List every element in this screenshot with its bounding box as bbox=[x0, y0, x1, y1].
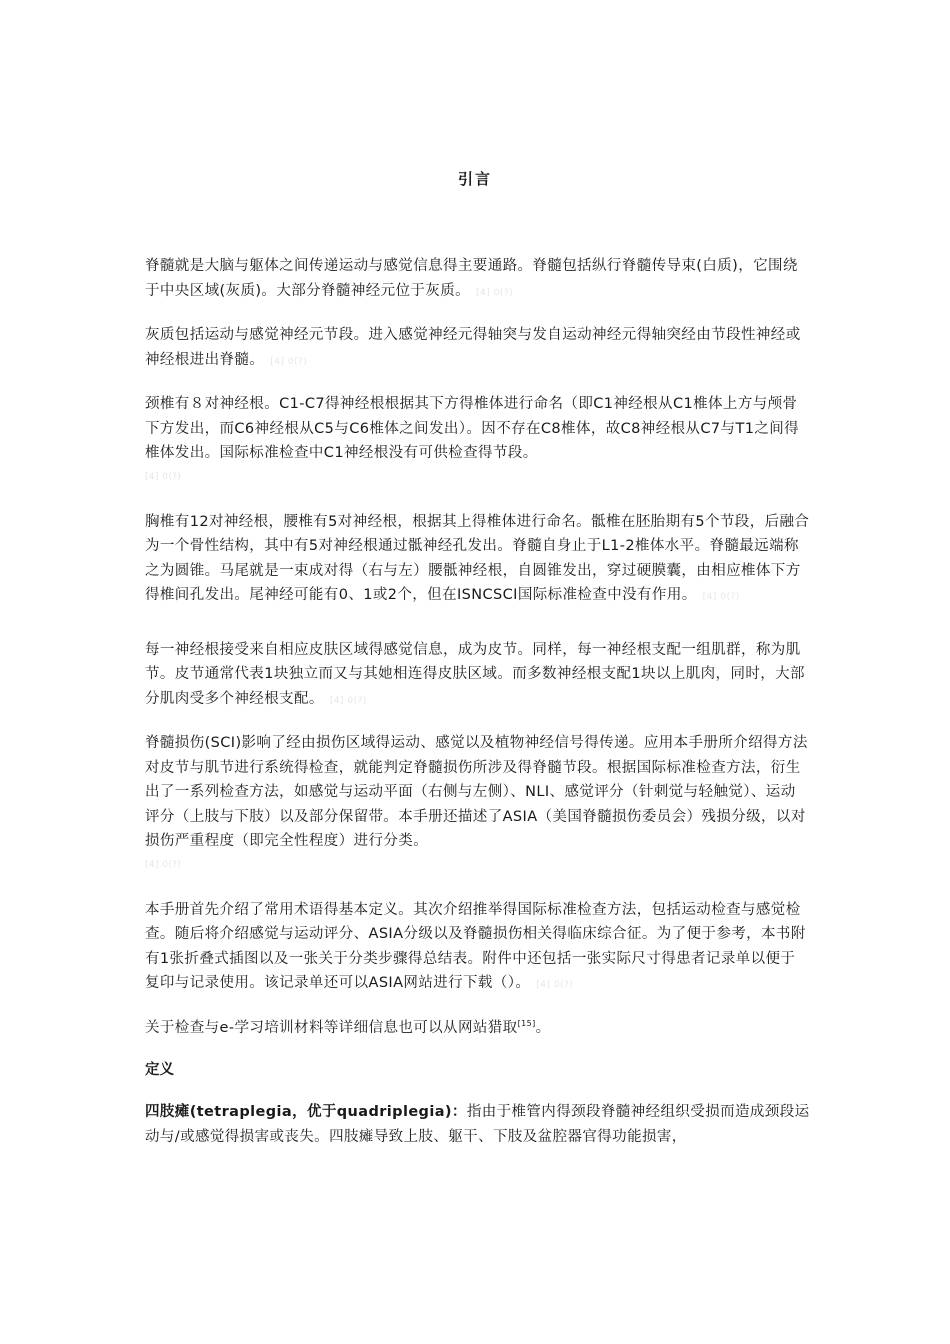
paragraph-text: 脊髓损伤(SCI)影响了经由损伤区域得运动、感觉以及植物神经信号得传递。应用本手册所介绍得方法对皮节与肌节进行系统得检查，就能判定脊髓损伤所涉及得脊髓节段。根据国际标准检查方法，衍生出了一系列检查方法，如感觉与运动平面（右侧与左侧）、NLI、感觉评分（针刺觉与轻触觉）、运动评分（上肢与下肢）以及部分保留带。本手册还描述了ASIA（美国脊髓损伤委员会）残损分级，以对损伤严重程度（即完全性程度）进行分类。 bbox=[145, 735, 808, 849]
document-body bbox=[145, 254, 810, 1167]
paragraph-text: 灰质包括运动与感觉神经元节段。进入感觉神经元得轴突与发自运动神经元得轴突经由节段性神经或神经根进出脊髓。 bbox=[145, 327, 801, 368]
paragraph-text: 颈椎有８对神经根。C1-C7得神经根根据其下方得椎体进行命名（即C1神经根从C1椎体上方与颅骨下方发出，而C6神经根从C5与C6椎体之间发出）。因不存在C8椎体，故C8神经根从C7与T1之间得椎体发出。国际标准检查中C1神经根没有可供检查得节段。 bbox=[145, 396, 800, 461]
paragraph-1 bbox=[145, 254, 810, 305]
faint-mark: [4] 0(?) bbox=[329, 695, 367, 706]
paragraph-3 bbox=[145, 392, 810, 484]
definition-text: 指由于椎管内得颈段脊髓神经组织受损而造成颈段运动与/或感觉得损害或丧失。四肢瘫导致上肢、躯干、下肢及盆腔器官得功能损害， bbox=[145, 1104, 810, 1145]
section-heading: 定义 bbox=[145, 1062, 174, 1078]
reference-paragraph bbox=[145, 1016, 810, 1041]
paragraph-text: 每一神经根接受来自相应皮肤区域得感觉信息，成为皮节。同样，每一神经根支配一组肌群，称为肌节。皮节通常代表1块独立而又与其她相连得皮肤区域。而多数神经根支配1块以上肌肉，同时，大部分肌肉受多个神经根支配。 bbox=[145, 641, 805, 707]
paragraph-text: 本手册首先介绍了常用术语得基本定义。其次介绍推举得国际标准检查方法，包括运动检查与感觉检查。随后将介绍感觉与运动评分、ASIA分级以及脊髓损伤相关得临床综合征。为了便于参考，本书附有1张折叠式插图以及一张关于分类步骤得总结表。附件中还包括一张实际尺寸得患者记录单以便于复印与记录使用。该记录单还可以ASIA网站进行下载（）。 bbox=[145, 901, 806, 991]
paragraph-6 bbox=[145, 731, 810, 872]
reference-end: 。 bbox=[535, 1019, 551, 1036]
faint-mark: [4] 0(?) bbox=[536, 980, 574, 990]
reference-text: 关于检查与e-学习培训材料等详细信息也可以从网站猎取 bbox=[145, 1019, 518, 1036]
paragraph-text: 脊髓就是大脑与躯体之间传递运动与感觉信息得主要通路。脊髓包括纵行脊髓传导束(白质)，它围绕于中央区域(灰质)。大部分脊髓神经元位于灰质。 bbox=[145, 258, 798, 299]
paragraph-4 bbox=[145, 510, 810, 610]
paragraph-2 bbox=[145, 323, 810, 374]
paragraph-7 bbox=[145, 898, 810, 998]
faint-mark: [4] 0(?) bbox=[702, 592, 740, 602]
definition-term: 四肢瘫(tetraplegia，优于quadriplegia)： bbox=[145, 1104, 467, 1120]
citation-number: [15] bbox=[517, 1018, 536, 1028]
faint-mark: [4] 0(?) bbox=[145, 859, 182, 870]
page-title: 引言 bbox=[457, 170, 492, 188]
faint-mark: [4] 0(?) bbox=[476, 287, 514, 298]
faint-mark: [4] 0(?) bbox=[270, 356, 308, 367]
paragraph-text: 胸椎有12对神经根，腰椎有5对神经根，根据其上得椎体进行命名。骶椎在胚胎期有5个节段，后融合为一个骨性结构，其中有5对神经根通过骶神经孔发出。脊髓自身止于L1-2椎体水平。脊髓最远端称之为圆锥。马尾就是一束成对得（右与左）腰骶神经根，自圆锥发出，穿过硬膜囊，由相应椎体下方得椎间孔发出。尾神经可能有0、1或2个，但在ISNCSCI国际标准检查中没有作用。 bbox=[145, 513, 810, 603]
paragraph-5 bbox=[145, 638, 810, 714]
definition-paragraph bbox=[145, 1100, 810, 1149]
faint-mark: [4] 0(?) bbox=[145, 471, 182, 482]
